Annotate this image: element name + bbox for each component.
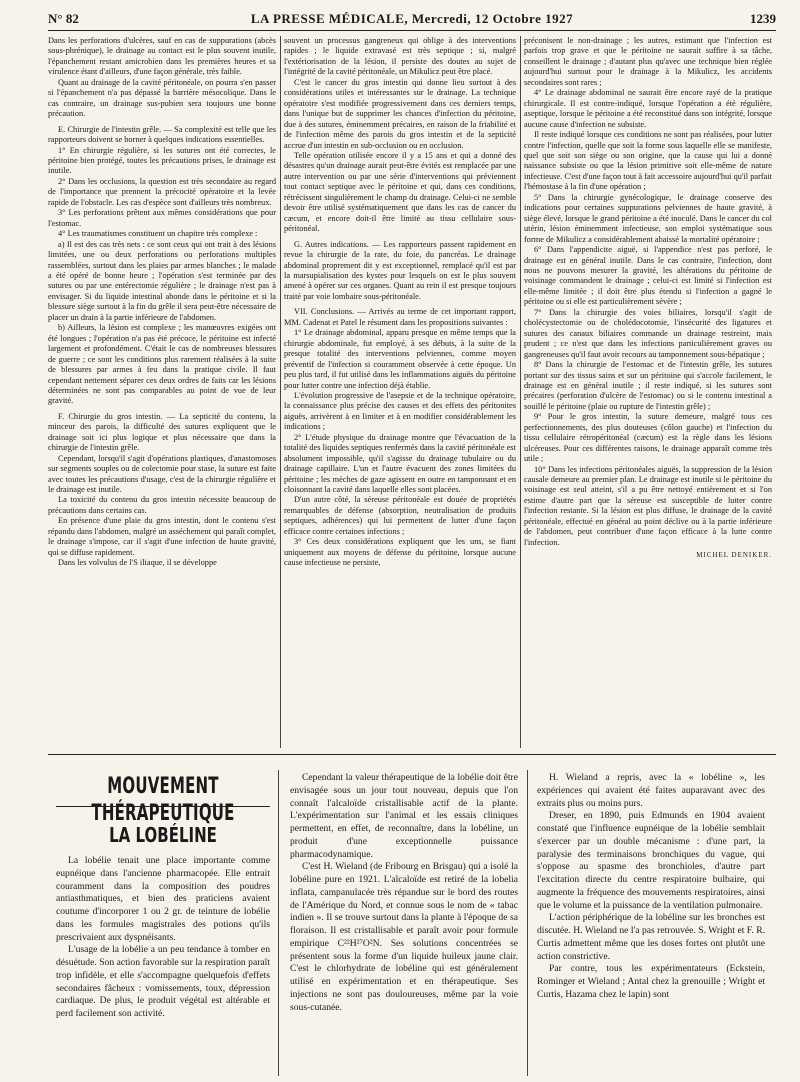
article-title: LA LOBÉLINE [109, 823, 217, 848]
paragraph: 3° Les perforations prêtent aux mêmes considérations que pour l'estomac. [48, 208, 276, 228]
paragraph: 2° L'étude physique du drainage montre que l'évacuation de la totalité des liquides septiques renfermés dans la cavité péritonéale est absolument impossible, qu'il s'agisse du drainage tubulaire ou du drainage capillaire. L'un et l'autre évacuent des zones limitées du péritoine ; les mèches de gaze agissent en outre en tamponnant et en cloisonnant la cavité dans laquelle elles sont placées. [284, 432, 516, 495]
paragraph: 1° En chirurgie régulière, si les sutures ont été correctes, le péritoine bien protégé, toutes les précautions prises, le drainage est inutile. [48, 145, 276, 176]
paragraph: La lobélie tenait une place importante comme eupnéique dans l'ancienne pharmacopée. Elle entrait couramment dans la composition des poudres antiasthmatiques, et bien des praticiens avaient coutume d'incorporer 1 ou 2 gr. de teinture de lobélie dans les formules magistrales des potions qu'ils prescrivaient aux dyspnéisants. [56, 855, 270, 943]
column-divider [278, 770, 279, 1076]
paragraph: Par contre, tous les expérimentateurs (Eckstein, Rominger et Wieland ; Antal chez la grenouille ; Wright et Curtis, Hazama chez le lapin) sont [537, 963, 765, 1000]
paragraph: 8° Dans la chirurgie de l'estomac et de l'intestin grêle, les sutures portant sur des tissus sains et sur un péritoine qui s'accole facilement, le drainage est en général inutile ; il reste indiqué, si les sutures sont précaires (perforation d'ulcère de l'estomac) ou si le contenu intestinal a souillé le péritoine (plaie ou rupture de l'intestin grêle) ; [524, 360, 772, 411]
paragraph: 3° Ces deux considérations expliquent que les uns, se fiant uniquement aux moyens de défense du péritoine, lorsque aucune cause infectieuse ne persiste, [284, 537, 516, 568]
journal-title: LA PRESSE MÉDICALE, Mercredi, 12 Octobre 1927 [250, 11, 574, 26]
page-number: 1239 [750, 11, 776, 26]
paragraph: Cependant, lorsqu'il s'agit d'opérations plastiques, d'anastomoses sur segments souples ou de colectomie pour stase, la suture est faite avec toutes les précautions d'usage, c'est de la chirurgie régulière et le drainage est inutile. [48, 453, 276, 495]
paragraph: F. Chirurgie du gros intestin. — La septicité du contenu, la minceur des parois, la difficulté des sutures expliquent que le drainage soit ici plus logique et plus nécessaire que dans la chirurgie de l'intestin grêle. [48, 411, 276, 453]
column-divider [280, 36, 281, 748]
top-column-1 [48, 36, 276, 749]
column-divider [527, 770, 528, 1076]
paragraph: Dans les volvulus de l'S iliaque, il se développe [58, 558, 217, 568]
paragraph: 4° Les traumatismes constituent un chapitre très complexe : [58, 229, 258, 239]
article-column-2 [290, 772, 518, 1077]
paragraph: Dreser, en 1890, puis Edmunds en 1904 avaient constaté que l'influence eupnéique de la lobélie semblait s'exercer par un double mécanisme : d'une part, la paralysie des terminaisons bronchiques du vague, qui s'oppose au spasme des bronchioles, d'autre part l'excitation directe du centre respiratoire bulbaire, qui augmente la fréquence des mouvements respiratoires, ainsi que le volume et la puissance de la ventilation pulmonaire. [537, 810, 765, 911]
section-heading: MOUVEMENT THÉRAPEUTIQUE [91, 772, 235, 826]
paragraph: Dans les perforations d'ulcères, sauf en cas de suppurations (abcès sous-phrénique), le drainage au contact est le plus souvent inutile, l'épanchement restant amicrobien dans les premières heures et sa virulence étant d'ailleurs, d'une façon générale, très faible. [48, 36, 276, 77]
article-column-3 [537, 772, 765, 1077]
paragraph: 10° Dans les infections péritonéales aiguës, la suppression de la lésion causale demeure au premier plan. Le drainage est inutile si le péritoine du voisinage est seul atteint, s'il a pu être nettoyé entièrement et si l'on estime d'autre part que la séreuse est susceptible de lutter contre l'infection restante. Si la lésion est plus diffuse, le drainage de la cavité péritonéale, effectué en général au point déclive ou à la partie inférieure de l'abdomen, peut contribuer d'une façon efficace à la lutte contre l'infection. [524, 464, 772, 547]
paragraph: En présence d'une plaie du gros intestin, dont le contenu s'est répandu dans l'abdomen, malgré un asséchement qui paraît complet, le drainage s'impose, car il s'agit d'une infection de haute gravité, qui se diffuse rapidement. [48, 516, 276, 557]
paragraph: L'action périphérique de la lobéline sur les bronches est discutée. H. Wieland ne l'a pas retrouvée. S. Wright et F. R. Curtis admettent même que les doses fortes ont plutôt une action constrictive. [537, 912, 765, 962]
paragraph: souvent un processus gangreneux qui oblige à des interventions rapides ; le liquide extravasé est très septique ; si, malgré l'extériorisation de la lésion, il persiste des doutes au sujet de l'intégrité de la cavité péritonéale, un Mikulicz peut être placé. [284, 36, 516, 77]
paragraph: 6° Dans l'appendicite aiguë, si l'appendice n'est pas perforé, le drainage est en général inutile. Dans le cas contraire, l'infection, dont nous ne pouvons mesurer la gravité, les altérations du péritoine de voisinage commandent le drainage ; celui-ci est limité si l'infection est elle-même limitée ; il doit être plus étendu si l'infection a gagné le péritoine ou si elle est particulièrement sévère ; [524, 245, 772, 307]
paragraph: a) Il est des cas très nets : ce sont ceux qui ont trait à des lésions limitées, une ou deux perforations ou perforations multiples rassemblées, surtout dans les plaies par armes blanches ; le malade a été opéré de bonne heure ; l'opération s'est terminée par des sutures ou par une entérectomie régulière ; le drainage n'est pas à envisager. Si du liquide intestinal abonde dans le péritoine et si la blessure siège surtout à la fin du grêle il sera peut-être nécessaire de placer un drain à la partie inférieure de l'abdomen. [48, 239, 276, 322]
paragraph: 1° Le drainage abdominal, apparu presque en même temps que la chirurgie abdominale, fut employé, à ses débuts, à la suite de la presque totalité des interventions pelviennes, comme moyen préventif de l'infection si couramment observée à cette époque. Un peu plus tard, il fut utilisé dans les inflammations aiguës du péritoine pour lutter contre une infection déjà établie. [284, 328, 516, 390]
top-column-3 [524, 36, 772, 749]
author-signature: MICHEL DENIKER. [696, 551, 772, 560]
paragraph: L'usage de la lobélie a un peu tendance à tomber en désuétude. Son action favorable sur la respiration paraît trop infidèle, et elle s'accompagne quelquefois d'effets secondaires fâcheux : vomissements, toux, dépression cardiaque. De plus, le produit végétal est altérable et perd facilement son activité. [56, 944, 270, 1019]
paragraph: E. Chirurgie de l'intestin grêle. — Sa complexité est telle que les rapporteurs doivent se borner à quelques indications essentielles. [48, 124, 276, 145]
paragraph: Cependant la valeur thérapeutique de la lobélie doit être envisagée sous un jour tout nouveau, depuis que l'on connaît l'alcaloïde cristallisable actif de la plante. L'expérimentation sur l'animal et les essais cliniques permettent, en effet, de reconnaître, dans la lobéline, un produit d'une exceptionnelle puissance pharmacodynamique. [290, 772, 518, 860]
paragraph: b) Ailleurs, la lésion est complexe ; les manœuvres exigées ont été longues ; l'opération n'a pas été précoce, le péritoine est infecté largement et profondément. C'était le cas de nombreuses blessures de guerre ; ce sont les conditions plus rarement réalisées à la suite de blessures par armes à feu dans la pratique civile. Il faut cependant nettement séparer ces deux ordres de faits car les lésions déterminées ne sont pas comparables au point de vue de leur gravité. [48, 323, 276, 406]
paragraph: L'évolution progressive de l'asepsie et de la technique opératoire, la connaissance plus précise des causes et des effets des péritonites aiguës, arrivèrent à en limiter et à en modifier considérablement les indications ; [284, 390, 516, 432]
paragraph: 7° Dans la chirurgie des voies biliaires, lorsqu'il s'agit de cholécystectomie ou de cholédocotomie, l'insécurité des ligatures et sutures des canaux biliaires commande un drainage restreint, mais prudent ; ce n'est que dans les infections particulièrement graves ou gangreneuses qu'il faut avoir recours au tamponnement sous-hépatique ; [524, 307, 772, 359]
paragraph: H. Wieland a repris, avec la « lobéline », les expériences qui avaient été faites auparavant avec des extraits plus ou moins purs. [537, 772, 765, 809]
paragraph: préconisent le non-drainage ; les autres, estimant que l'infection est parfois trop grave et que le péritoine ne saurait suffire à sa tâche, conseillent le drainage ; d'autant plus qu'avec une technique bien réglée aujourd'hui surtout pour le drainage à la Mikulicz, les accidents secondaires sont rares ; [524, 36, 772, 87]
top-column-2 [284, 36, 516, 749]
paragraph: 4° Le drainage abdominal ne saurait être encore rayé de la pratique chirurgicale. Il est contre-indiqué, lorsque l'opération a été régulière, aseptique, lorsque le péritoine a été reconstitué dans son intégrité, lorsque aucune cause d'infection ne subsiste. [524, 88, 772, 129]
section-divider [48, 754, 776, 755]
top-column-3-body [524, 36, 772, 548]
paragraph: C'est H. Wieland (de Fribourg en Brisgau) qui a isolé la lobéline pure en 1921. L'alcaloïde est retiré de la lobelia inflata, campanulacée très répandue sur le bord des routes de l'Amérique du Nord, et connue sous le nom de « tabac indien ». Il se trouve surtout dans la plante à l'époque de sa floraison. Il est cristallisable et paraît avoir pour formule empirique C²²H²⁷O²N. Ses solutions concentrées se présentent sous la forme d'un liquide huileux jaune clair. C'est le chlorhydrate de lobéline qui est généralement utilisé en expérimentation et en thérapeutique. Ses injections ne sont pas douloureuses, même par la voie sous-cutanée. [290, 861, 518, 1013]
paragraph: Telle opération utilisée encore il y a 15 ans et qui a donné des désastres qu'un drainage aurait peut-être évités est remplacée par une autre intervention ou par une série d'interventions qui préviennent tout contact septique avec le péritoine et qui, dans ces conditions, rétrécissent singulièrement le champ du drainage. Celui-ci ne semble devoir être utilisé systématiquement que dans les cas de cancer du cæcum, et encore doit-il être limité au tissu cellulaire sous-péritonéal. [284, 150, 516, 234]
column-divider [520, 36, 521, 748]
paragraph: 5° Dans la chirurgie gynécologique, le drainage conserve des indications pour certaines suppurations pelviennes de haute gravité, à siège élevé, lorsque le grand péritoine a été inoculé. Dans le cancer du col utérin, lésion éminemment infectieuse, son emploi systématique sous forme de Mikulicz a considérablement abaissé la mortalité opératoire ; [524, 192, 772, 244]
paragraph: La toxicité du contenu du gros intestin nécessite beaucoup de précautions dans certains cas. [48, 495, 276, 515]
heading-rule [56, 806, 270, 807]
article-column-1 [56, 855, 270, 1077]
paragraph: 2° Dans les occlusions, la question est très secondaire au regard de l'importance que prennent la précocité opératoire et la levée rapide de l'obstacle. Les cas d'espèce sont d'ailleurs très nombreux. [48, 176, 276, 207]
paragraph: Quant au drainage de la cavité péritonéale, on pourra s'en passer si l'épanchement n'a pas dépassé la barrière mésocolique. Dans le cas contraire, un drainage sus-pubien sera toujours une bonne précaution. [48, 77, 276, 119]
paragraph: Il reste indiqué lorsque ces conditions ne sont pas réalisées, pour lutter contre l'infection, quelle que soit la forme sous laquelle elle se manifeste, quel que soit son siège ou son origine, que la cause qui lui a donné naissance subsiste ou que la lésion primitive soit elle-même de nature infectieuse. C'est d'une façon tout à fait accessoire aujourd'hui qu'il parfait l'hémostase à la fin d'une opération ; [524, 130, 772, 192]
paragraph: D'un autre côté, la séreuse péritonéale est douée de propriétés remarquables de défense (absorption, neutralisation de produits septiques, adhérences) qui lui permettent de lutter d'une façon efficace contre certaines infections ; [284, 495, 516, 536]
paragraph: G. Autres indications. — Les rapporteurs passent rapidement en revue la chirurgie de la rate, du foie, du pancréas. Le drainage abdominal proprement dit y est exceptionnel, remplacé qu'il est par la marsupialisation des kystes pour lesquels on est le plus souvent amené à opérer sur ces organes. Quant au rein il est presque toujours traité par voie lombaire sous-péritonéale. [284, 239, 516, 301]
paragraph: VII. Conclusions. — Arrivés au terme de cet important rapport, MM. Cadenat et Patel le résument dans les propositions suivantes : [284, 307, 516, 327]
page-header [48, 8, 776, 31]
paragraph: 9° Pour le gros intestin, la suture demeure, malgré tous ces perfectionnements, des plus douteuses (côlon gauche) et l'infection du tissu cellulaire rétropéritonéal (cæcum) est la règle dans les lésions ulcéreuses. Pour ces différentes raisons, le drainage apparaît comme très utile ; [524, 412, 772, 464]
issue-number: N° 82 [48, 11, 79, 26]
paragraph: C'est le cancer du gros intestin qui donne lieu surtout à des considérations utiles et intéressantes sur le drainage. La technique opératoire s'est modifiée progressivement dans ces derniers temps, dans l'unique but de supprimer les chances d'infection du péritoine, due à des sutures, éminemment précaires, en raison de la friabilité et de l'infection même des parois du gros intestin et de la septicité accrue d'un intestin en sub-occlusion ou en occlusion. [284, 77, 516, 150]
